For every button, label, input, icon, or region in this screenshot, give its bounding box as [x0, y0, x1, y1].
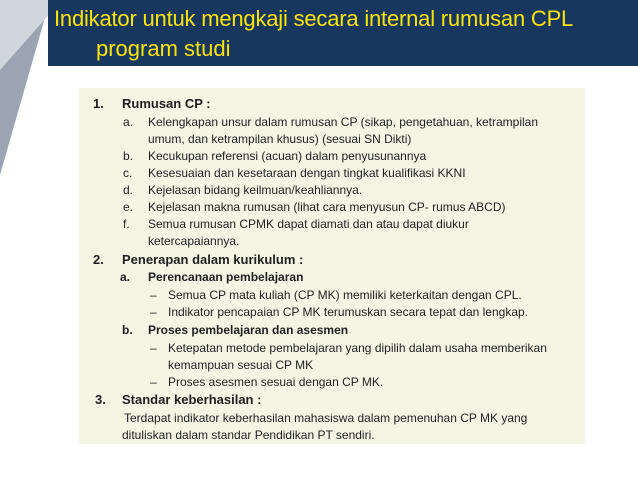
- bullet-text: kemampuan sesuai CP MK: [168, 358, 314, 372]
- bullet-text: Indikator pencapaian CP MK terumuskan secara tepat dan lengkap.: [168, 305, 528, 319]
- item-text: umum, dan ketrampilan khusus) (sesuai SN Dikti): [148, 132, 412, 146]
- section-3-number: 3.: [95, 392, 106, 407]
- item-text: Kecukupan referensi (acuan) dalam penyusunannya: [148, 149, 427, 163]
- item-label: d.: [123, 183, 134, 197]
- bullet-dash: –: [150, 375, 157, 389]
- item-text: ketercapaiannya.: [148, 234, 240, 248]
- item-text: Semua rumusan CPMK dapat diamati dan atau dapat diukur: [148, 217, 469, 231]
- item-label: c.: [123, 166, 133, 180]
- section-1-number: 1.: [93, 96, 104, 111]
- item-label: a.: [123, 115, 134, 129]
- subsection-heading: Perencanaan pembelajaran: [148, 270, 304, 284]
- item-text: Kejelasan makna rumusan (lihat cara menyusun CP- rumus ABCD): [148, 200, 506, 214]
- subsection-heading: Proses pembelajaran dan asesmen: [148, 323, 349, 337]
- item-label: f.: [123, 217, 130, 231]
- item-text: Kejelasan bidang keilmuan/keahliannya.: [148, 183, 363, 197]
- section-3-text: Terdapat indikator keberhasilan mahasiswa dalam pemenuhan CP MK yang: [124, 411, 528, 425]
- subsection-label: a.: [120, 270, 131, 284]
- subsection-label: b.: [122, 323, 133, 337]
- section-2-number: 2.: [93, 252, 104, 267]
- bullet-dash: –: [150, 305, 157, 319]
- bullet-dash: –: [150, 288, 157, 302]
- bullet-text: Proses asesmen sesuai dengan CP MK.: [168, 375, 384, 389]
- bullet-text: Semua CP mata kuliah (CP MK) memiliki keterkaitan dengan CPL.: [168, 288, 522, 302]
- item-label: e.: [123, 200, 134, 214]
- item-text: Kesesuaian dan kesetaraan dengan tingkat kualifikasi KKNI: [148, 166, 466, 180]
- bullet-dash: –: [150, 341, 157, 355]
- section-3-heading: Standar keberhasilan :: [122, 392, 262, 407]
- bullet-text: Ketepatan metode pembelajaran yang dipilih dalam usaha memberikan: [168, 341, 547, 355]
- item-text: Kelengkapan unsur dalam rumusan CP (sikap, pengetahuan, ketrampilan: [148, 115, 539, 129]
- slide-title-line-2: program studi: [96, 36, 231, 61]
- slide-title-line-1: Indikator untuk mengkaji secara internal rumusan CPL: [54, 6, 574, 31]
- section-3-text: dituliskan dalam standar Pendidikan PT sendiri.: [122, 428, 375, 442]
- section-2-heading: Penerapan dalam kurikulum :: [122, 252, 304, 267]
- section-1-heading: Rumusan CP :: [122, 96, 211, 111]
- item-label: b.: [123, 149, 134, 163]
